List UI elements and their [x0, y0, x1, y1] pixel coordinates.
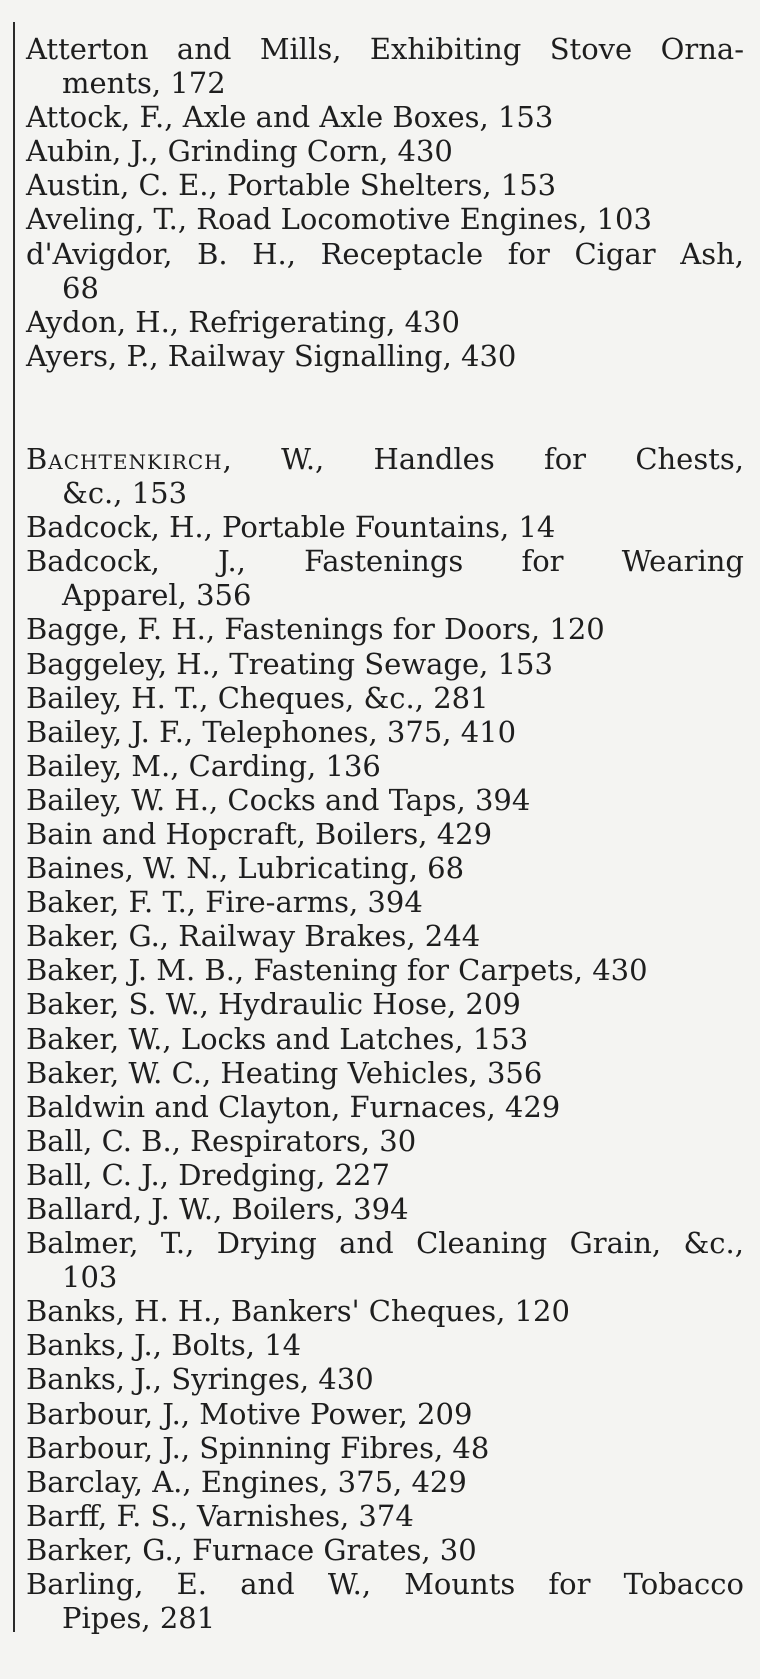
entry-surname: Bachtenkirch — [26, 441, 223, 476]
entry-line: Baggeley, H., Treating Sewage, 153 — [26, 646, 553, 681]
index-entry — [26, 1567, 744, 1635]
index-entry — [26, 510, 744, 544]
index-entry — [26, 1124, 744, 1158]
entry-line: Aydon, H., Refrigerating, 430 — [26, 304, 460, 339]
index-entry — [26, 1226, 744, 1294]
index-entry — [26, 1090, 744, 1124]
entry-line: Ayers, P., Railway Signalling, 430 — [26, 338, 517, 373]
index-entry — [26, 1328, 744, 1362]
index-entry — [26, 1158, 744, 1192]
entry-line: Banks, H. H., Bankers' Cheques, 120 — [26, 1294, 570, 1329]
index-group-a — [26, 32, 744, 373]
entry-line: Baker, F. T., Fire-arms, 394 — [26, 885, 423, 920]
entry-line: Balmer, T., Drying and Cleaning Grain, &c., — [26, 1226, 744, 1261]
entry-line: Ballard, J. W., Boilers, 394 — [26, 1192, 409, 1226]
column-rule — [13, 22, 15, 1632]
entry-continuation: ments, 172 — [62, 66, 226, 101]
entry-line: Aubin, J., Grinding Corn, 430 — [26, 134, 453, 169]
entry-line: Baker, W., Locks and Latches, 153 — [26, 1021, 529, 1056]
entry-line: Baldwin and Clayton, Furnaces, 429 — [26, 1089, 561, 1124]
entry-line: Ball, C. J., Dredging, 227 — [26, 1157, 390, 1192]
entry-continuation: Apparel, 356 — [62, 578, 252, 613]
index-entry — [26, 134, 744, 168]
entry-line: Barclay, A., Engines, 375, 429 — [26, 1464, 467, 1499]
index-column — [26, 32, 744, 1635]
index-entry — [26, 953, 744, 987]
entry-line: Banks, J., Syringes, 430 — [26, 1362, 374, 1397]
entry-line: Barbour, J., Motive Power, 209 — [26, 1396, 473, 1431]
index-entry — [26, 987, 744, 1021]
index-entry — [26, 32, 744, 100]
index-entry — [26, 237, 744, 305]
index-entry — [26, 100, 744, 134]
index-entry — [26, 1397, 744, 1431]
entry-line: Badcock, J., Fastenings for Wearing — [26, 544, 744, 579]
entry-text: , W., Handles for Chests, — [222, 441, 744, 476]
group-gap — [26, 373, 744, 442]
entry-line: Attock, F., Axle and Axle Boxes, 153 — [26, 100, 554, 135]
index-entry — [26, 1362, 744, 1396]
entry-line: Bailey, W. H., Cocks and Taps, 394 — [26, 782, 531, 817]
index-entry — [26, 442, 744, 510]
index-entry — [26, 1192, 744, 1226]
entry-continuation: &c., 153 — [62, 476, 188, 511]
entry-line: Barker, G., Furnace Grates, 30 — [26, 1532, 477, 1567]
entry-line: Baker, G., Railway Brakes, 244 — [26, 919, 481, 954]
entry-line: Banks, J., Bolts, 14 — [26, 1328, 302, 1363]
entry-line: Baker, J. M. B., Fastening for Carpets, 430 — [26, 953, 648, 988]
entry-continuation: 103 — [62, 1260, 118, 1295]
index-entry — [26, 749, 744, 783]
index-entry — [26, 1499, 744, 1533]
index-entry — [26, 681, 744, 715]
index-entry — [26, 647, 744, 681]
index-entry — [26, 1533, 744, 1567]
entry-line: Baines, W. N., Lubricating, 68 — [26, 851, 465, 886]
entry-line: Ball, C. B., Respirators, 30 — [26, 1123, 417, 1158]
entry-line: Atterton and Mills, Exhibiting Stove Orna- — [26, 32, 744, 66]
entry-line: d'Avigdor, B. H., Receptacle for Cigar Ash, — [26, 236, 744, 271]
entry-continuation: Pipes, 281 — [62, 1601, 216, 1636]
index-entry — [26, 544, 744, 612]
entry-line: Bailey, H. T., Cheques, &c., 281 — [26, 680, 489, 715]
index-entry — [26, 612, 744, 646]
index-entry — [26, 1431, 744, 1465]
entry-line: Bain and Hopcraft, Boilers, 429 — [26, 816, 493, 851]
entry-line: Austin, C. E., Portable Shelters, 153 — [26, 168, 557, 203]
index-group-b — [26, 510, 744, 1635]
index-entry — [26, 851, 744, 885]
index-entry — [26, 817, 744, 851]
index-entry — [26, 1294, 744, 1328]
entry-continuation: 68 — [62, 270, 99, 305]
entry-line: Barbour, J., Spinning Fibres, 48 — [26, 1430, 490, 1465]
index-entry — [26, 168, 744, 202]
entry-line: Baker, W. C., Heating Vehicles, 356 — [26, 1055, 543, 1090]
entry-line: Barling, E. and W., Mounts for Tobacco — [26, 1567, 744, 1602]
index-entry — [26, 1022, 744, 1056]
entry-line: Aveling, T., Road Locomotive Engines, 103 — [26, 202, 652, 237]
entry-line: Barff, F. S., Varnishes, 374 — [26, 1498, 414, 1533]
entry-line — [26, 442, 744, 476]
index-entry — [26, 339, 744, 373]
entry-line: Bailey, J. F., Telephones, 375, 410 — [26, 714, 517, 749]
index-entry — [26, 1465, 744, 1499]
index-entry — [26, 885, 744, 919]
entry-line: Bagge, F. H., Fastenings for Doors, 120 — [26, 612, 605, 647]
entry-line: Badcock, H., Portable Fountains, 14 — [26, 510, 556, 545]
index-entry — [26, 715, 744, 749]
entry-line: Bailey, M., Carding, 136 — [26, 748, 381, 783]
index-entry — [26, 919, 744, 953]
index-entry — [26, 202, 744, 236]
index-entry — [26, 1056, 744, 1090]
entry-line: Baker, S. W., Hydraulic Hose, 209 — [26, 987, 521, 1022]
index-entry — [26, 783, 744, 817]
index-entry — [26, 305, 744, 339]
